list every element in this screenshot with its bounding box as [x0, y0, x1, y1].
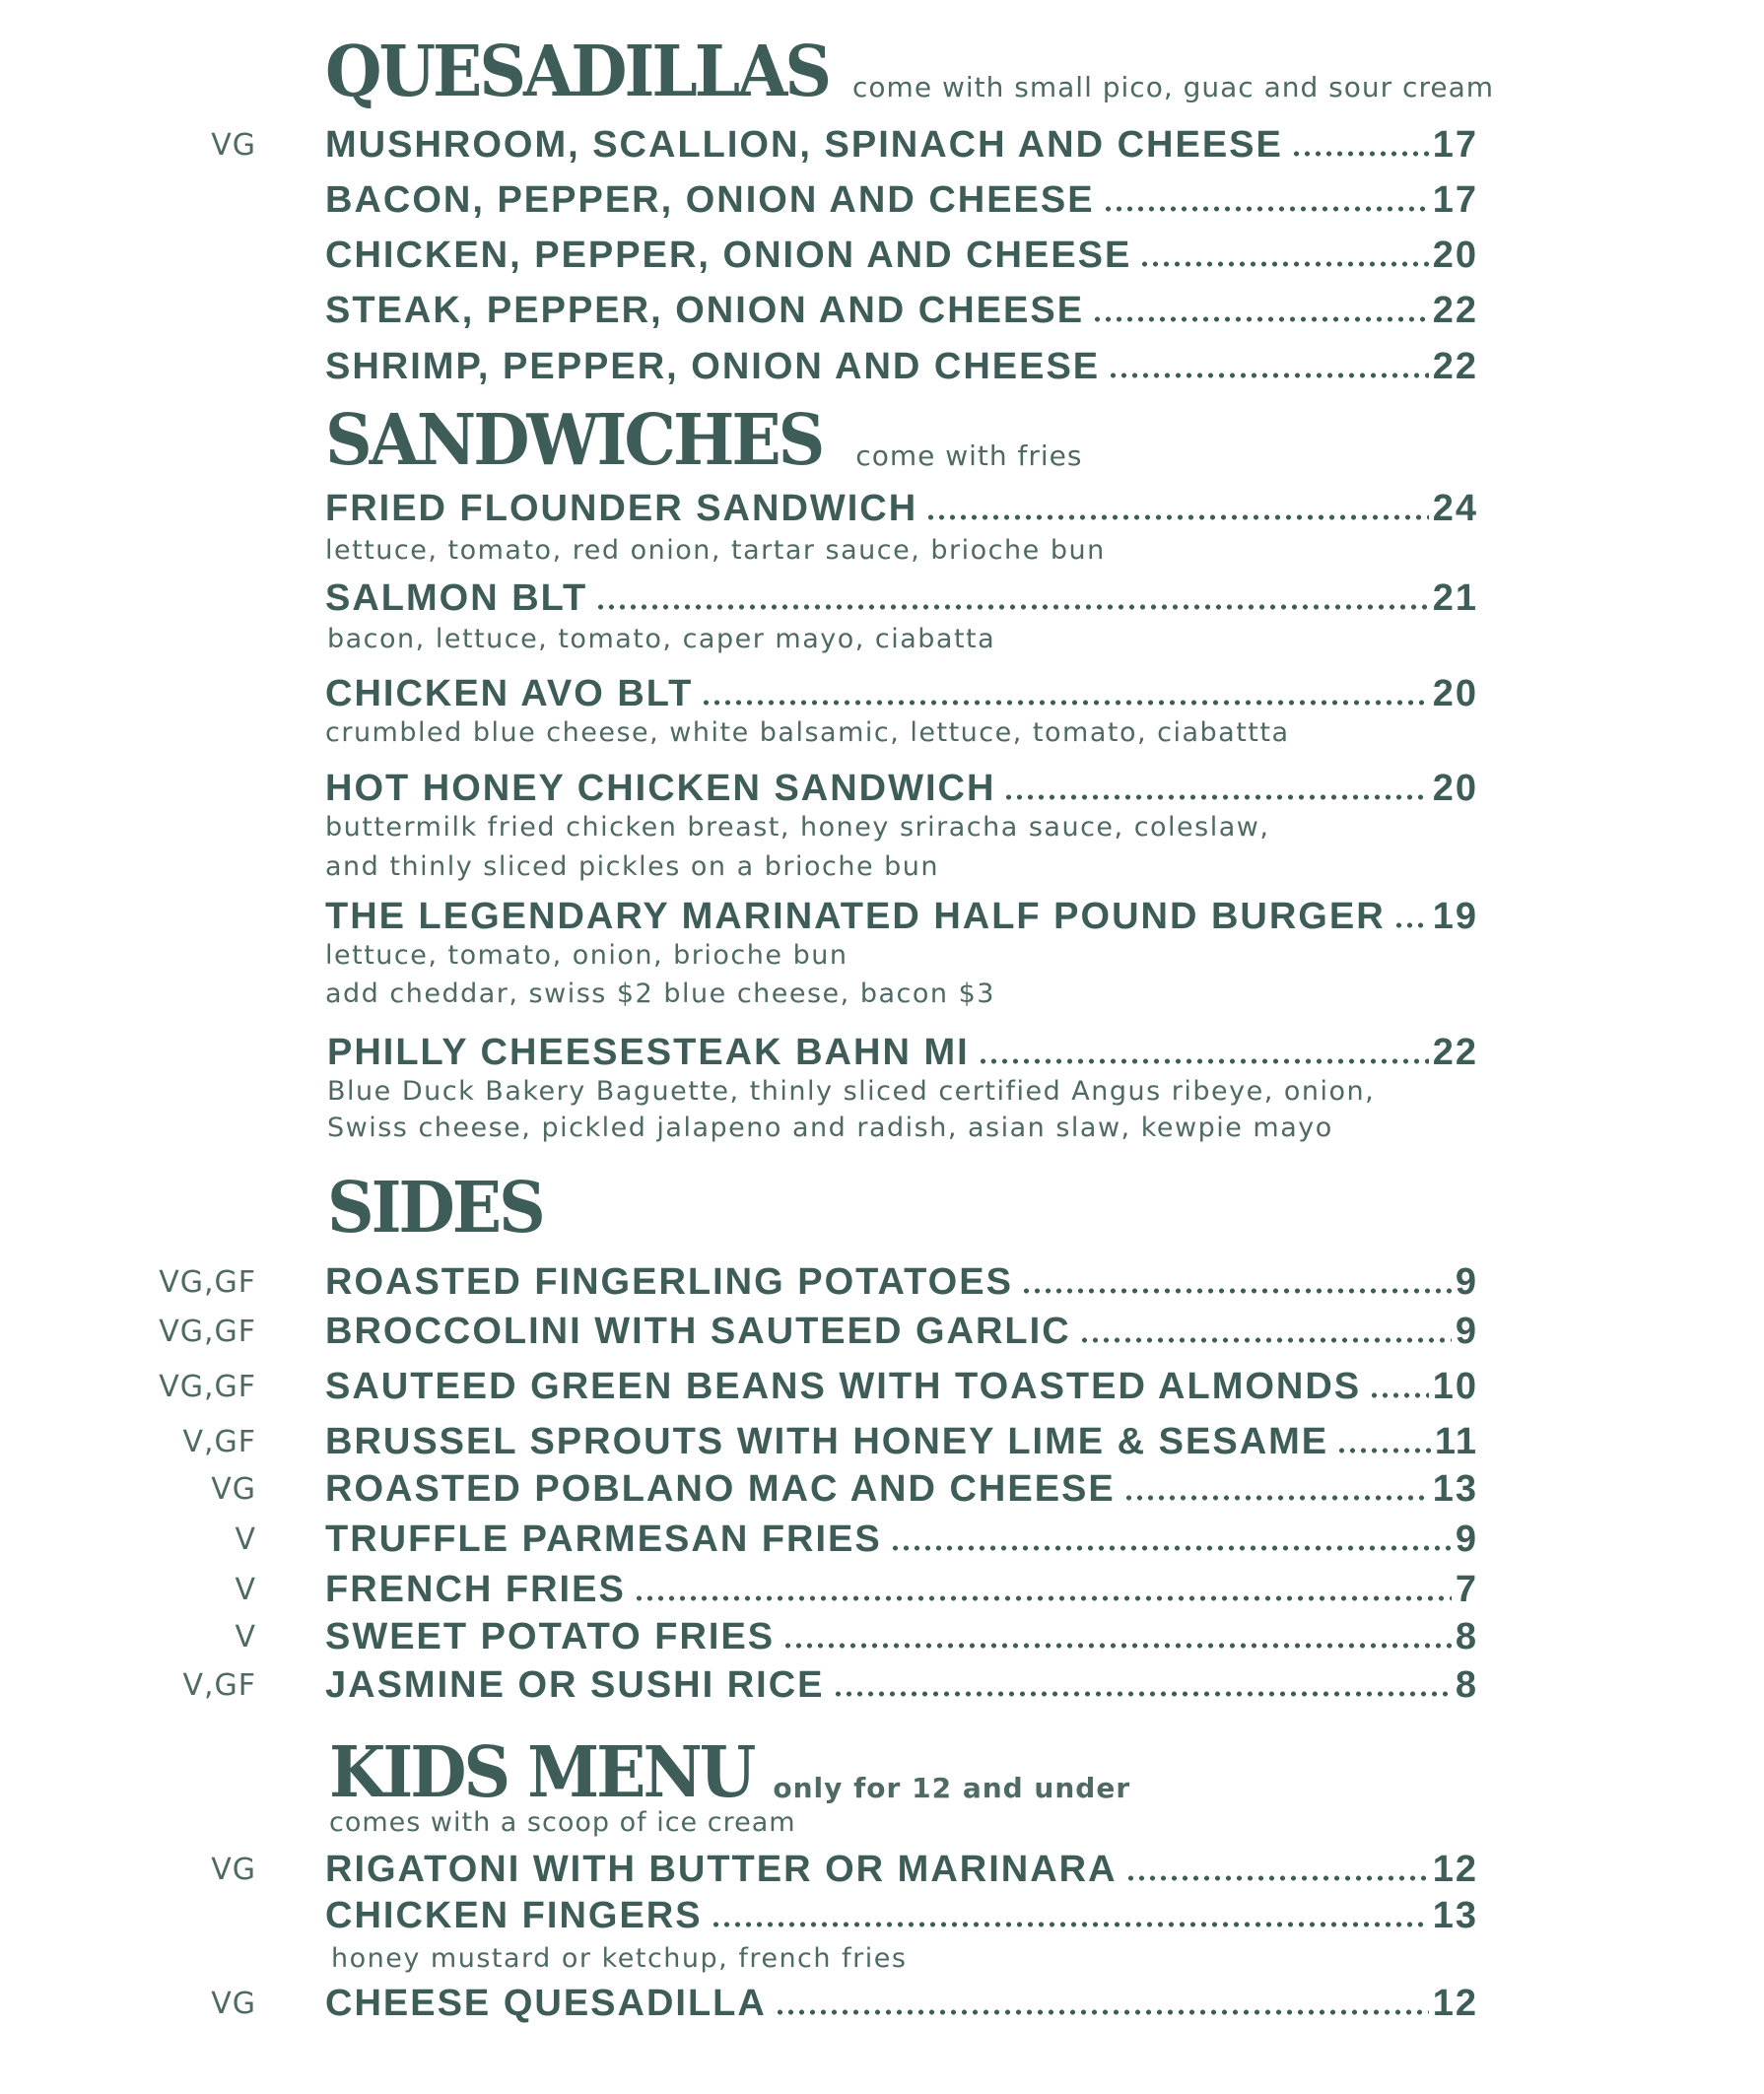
- diet-tag: VG,GF: [159, 1265, 256, 1300]
- menu-item: [0, 1983, 1764, 2028]
- menu-item: [0, 1311, 1764, 1356]
- quesadillas-header: [325, 30, 1495, 113]
- item-name: THE LEGENDARY MARINATED HALF POUND BURGER: [325, 896, 1386, 937]
- menu-item: [0, 1421, 1764, 1466]
- kids-subnote: comes with a scoop of ice cream: [329, 1807, 796, 1838]
- kids-header: [329, 1730, 1131, 1814]
- item-price: 17: [1432, 179, 1478, 221]
- dot-leader: [1092, 316, 1429, 322]
- diet-tag: V: [235, 1522, 256, 1557]
- menu-item: [0, 290, 1764, 335]
- dot-leader: [1393, 922, 1429, 928]
- item-line: [325, 1895, 1478, 1937]
- item-line: [325, 1616, 1478, 1658]
- item-price: 13: [1432, 1895, 1478, 1936]
- item-line: [325, 1261, 1478, 1304]
- sandwiches-header: [325, 398, 1083, 482]
- menu-item: [0, 1468, 1764, 1514]
- dot-leader: [1125, 1875, 1429, 1881]
- item-name: FRENCH FRIES: [325, 1569, 626, 1610]
- item-name: MUSHROOM, SCALLION, SPINACH AND CHEESE: [325, 124, 1283, 166]
- dot-leader: [1291, 151, 1429, 157]
- dot-leader: [711, 1922, 1429, 1927]
- item-price: 24: [1432, 488, 1478, 529]
- item-line: [325, 896, 1478, 938]
- kids-note: only for 12 and under: [773, 1772, 1131, 1804]
- item-description: and thinly sliced pickles on a brioche bun: [325, 851, 939, 882]
- item-name: BACON, PEPPER, ONION AND CHEESE: [325, 179, 1095, 221]
- item-description: lettuce, tomato, onion, brioche bun: [325, 940, 848, 971]
- item-name: BROCCOLINI WITH SAUTEED GARLIC: [325, 1311, 1071, 1352]
- item-line: [325, 488, 1478, 530]
- sandwiches-title: SANDWICHES: [325, 398, 823, 482]
- dot-leader: [1336, 1448, 1431, 1453]
- item-name: ROASTED POBLANO MAC AND CHEESE: [325, 1468, 1116, 1510]
- item-line: [325, 577, 1478, 620]
- item-line: [325, 1849, 1478, 1891]
- menu-item: [0, 1366, 1764, 1411]
- diet-tag: V: [235, 1573, 256, 1607]
- item-price: 22: [1432, 346, 1478, 387]
- item-line: [325, 290, 1478, 332]
- item-price: 20: [1432, 673, 1478, 714]
- menu-item: [0, 1849, 1764, 1894]
- item-description: bacon, lettuce, tomato, caper mayo, ciabatta: [327, 624, 996, 654]
- item-price: 11: [1434, 1421, 1478, 1462]
- dot-leader: [925, 514, 1429, 520]
- item-description: Swiss cheese, pickled jalapeno and radish, asian slaw, kewpie mayo: [327, 1113, 1333, 1143]
- menu-item: [0, 1519, 1764, 1564]
- item-name: SWEET POTATO FRIES: [325, 1616, 776, 1657]
- dot-leader: [1369, 1392, 1429, 1398]
- menu-item: [0, 768, 1764, 813]
- item-name: CHEESE QUESADILLA: [325, 1983, 767, 2024]
- item-line: [325, 1569, 1478, 1611]
- diet-tag: VG,GF: [159, 1315, 256, 1349]
- item-name: PHILLY CHEESESTEAK BAHN MI: [327, 1032, 970, 1073]
- item-price: 20: [1432, 768, 1478, 809]
- quesadillas-title: QUESADILLAS: [325, 30, 830, 113]
- dot-leader: [1003, 794, 1428, 800]
- item-price: 22: [1432, 1032, 1478, 1073]
- item-name: SALMON BLT: [325, 577, 588, 619]
- item-line: [325, 1983, 1478, 2025]
- item-line: [325, 1519, 1478, 1561]
- menu-item: [0, 235, 1764, 280]
- item-line: [327, 1032, 1478, 1074]
- item-price: 8: [1455, 1664, 1478, 1706]
- item-line: [325, 1311, 1478, 1353]
- diet-tag: VG: [211, 1472, 256, 1507]
- dot-leader: [1079, 1337, 1452, 1343]
- item-price: 12: [1432, 1849, 1478, 1890]
- menu-item: [0, 673, 1764, 718]
- item-price: 22: [1432, 290, 1478, 331]
- diet-tag: V,GF: [182, 1668, 256, 1703]
- dot-leader: [595, 604, 1428, 610]
- item-price: 21: [1432, 577, 1478, 619]
- dot-leader: [890, 1545, 1452, 1551]
- menu-item: [0, 896, 1764, 941]
- item-price: 7: [1455, 1569, 1478, 1610]
- diet-tag: VG: [211, 1987, 256, 2021]
- dot-leader: [1103, 206, 1429, 212]
- item-price: 8: [1455, 1616, 1478, 1657]
- item-name: SAUTEED GREEN BEANS WITH TOASTED ALMONDS: [325, 1366, 1362, 1407]
- kids-title: KIDS MENU: [329, 1730, 754, 1814]
- menu-item: [0, 346, 1764, 391]
- item-price: 17: [1432, 124, 1478, 166]
- dot-leader: [978, 1058, 1429, 1064]
- diet-tag: VG: [211, 1853, 256, 1887]
- menu-item: [0, 1569, 1764, 1614]
- item-name: RIGATONI WITH BUTTER OR MARINARA: [325, 1849, 1118, 1890]
- dot-leader: [1108, 372, 1429, 378]
- item-price: 9: [1455, 1311, 1478, 1352]
- menu-item: [0, 1032, 1764, 1077]
- item-line: [325, 1664, 1478, 1707]
- item-line: [325, 235, 1478, 277]
- item-name: CHICKEN FINGERS: [325, 1895, 703, 1936]
- menu-item: [0, 577, 1764, 623]
- item-name: FRIED FLOUNDER SANDWICH: [325, 488, 918, 529]
- item-name: CHICKEN, PEPPER, ONION AND CHEESE: [325, 235, 1132, 276]
- dot-leader: [833, 1691, 1452, 1697]
- item-name: HOT HONEY CHICKEN SANDWICH: [325, 768, 996, 809]
- item-name: TRUFFLE PARMESAN FRIES: [325, 1519, 882, 1560]
- item-price: 9: [1455, 1261, 1478, 1303]
- item-line: [325, 1421, 1478, 1463]
- item-description: honey mustard or ketchup, french fries: [331, 1943, 908, 1974]
- sides-title: SIDES: [327, 1166, 543, 1250]
- item-price: 20: [1432, 235, 1478, 276]
- menu-item: [0, 488, 1764, 533]
- item-price: 12: [1432, 1983, 1478, 2024]
- menu-item: [0, 1261, 1764, 1307]
- item-name: CHICKEN AVO BLT: [325, 673, 694, 714]
- dot-leader: [1123, 1495, 1429, 1501]
- item-name: ROASTED FINGERLING POTATOES: [325, 1261, 1013, 1303]
- diet-tag: VG,GF: [159, 1370, 256, 1404]
- sides-header: [327, 1166, 543, 1250]
- menu-item: [0, 1616, 1764, 1661]
- item-line: [325, 673, 1478, 715]
- item-line: [325, 1468, 1478, 1511]
- item-description: add cheddar, swiss $2 blue cheese, bacon $3: [325, 979, 995, 1009]
- item-line: [325, 124, 1478, 167]
- menu-item: [0, 124, 1764, 169]
- quesadillas-note: come with small pico, guac and sour cream: [852, 71, 1495, 103]
- item-line: [325, 179, 1478, 222]
- item-name: SHRIMP, PEPPER, ONION AND CHEESE: [325, 346, 1101, 387]
- diet-tag: V,GF: [182, 1425, 256, 1459]
- dot-leader: [782, 1643, 1452, 1649]
- item-description: buttermilk fried chicken breast, honey sriracha sauce, coleslaw,: [325, 812, 1270, 843]
- dot-leader: [701, 700, 1428, 706]
- menu-item: [0, 1664, 1764, 1710]
- menu-item: [0, 179, 1764, 225]
- item-line: [325, 1366, 1478, 1408]
- item-description: lettuce, tomato, red onion, tartar sauce, brioche bun: [325, 535, 1106, 566]
- item-name: BRUSSEL SPROUTS WITH HONEY LIME & SESAME: [325, 1421, 1329, 1462]
- dot-leader: [775, 2009, 1429, 2015]
- item-description: crumbled blue cheese, white balsamic, lettuce, tomato, ciabattta: [325, 717, 1290, 748]
- item-price: 10: [1432, 1366, 1478, 1407]
- sandwiches-note: come with fries: [855, 439, 1083, 472]
- item-price: 13: [1432, 1468, 1478, 1510]
- item-name: JASMINE OR SUSHI RICE: [325, 1664, 825, 1706]
- item-line: [325, 768, 1478, 810]
- item-name: STEAK, PEPPER, ONION AND CHEESE: [325, 290, 1085, 331]
- diet-tag: VG: [211, 128, 256, 163]
- item-price: 19: [1432, 896, 1478, 937]
- menu-item: [0, 1895, 1764, 1940]
- dot-leader: [1021, 1288, 1452, 1294]
- item-line: [325, 346, 1478, 388]
- dot-leader: [1139, 261, 1428, 267]
- item-price: 9: [1455, 1519, 1478, 1560]
- item-description: Blue Duck Bakery Baguette, thinly sliced certified Angus ribeye, onion,: [327, 1076, 1376, 1107]
- diet-tag: V: [235, 1620, 256, 1655]
- dot-leader: [634, 1595, 1452, 1601]
